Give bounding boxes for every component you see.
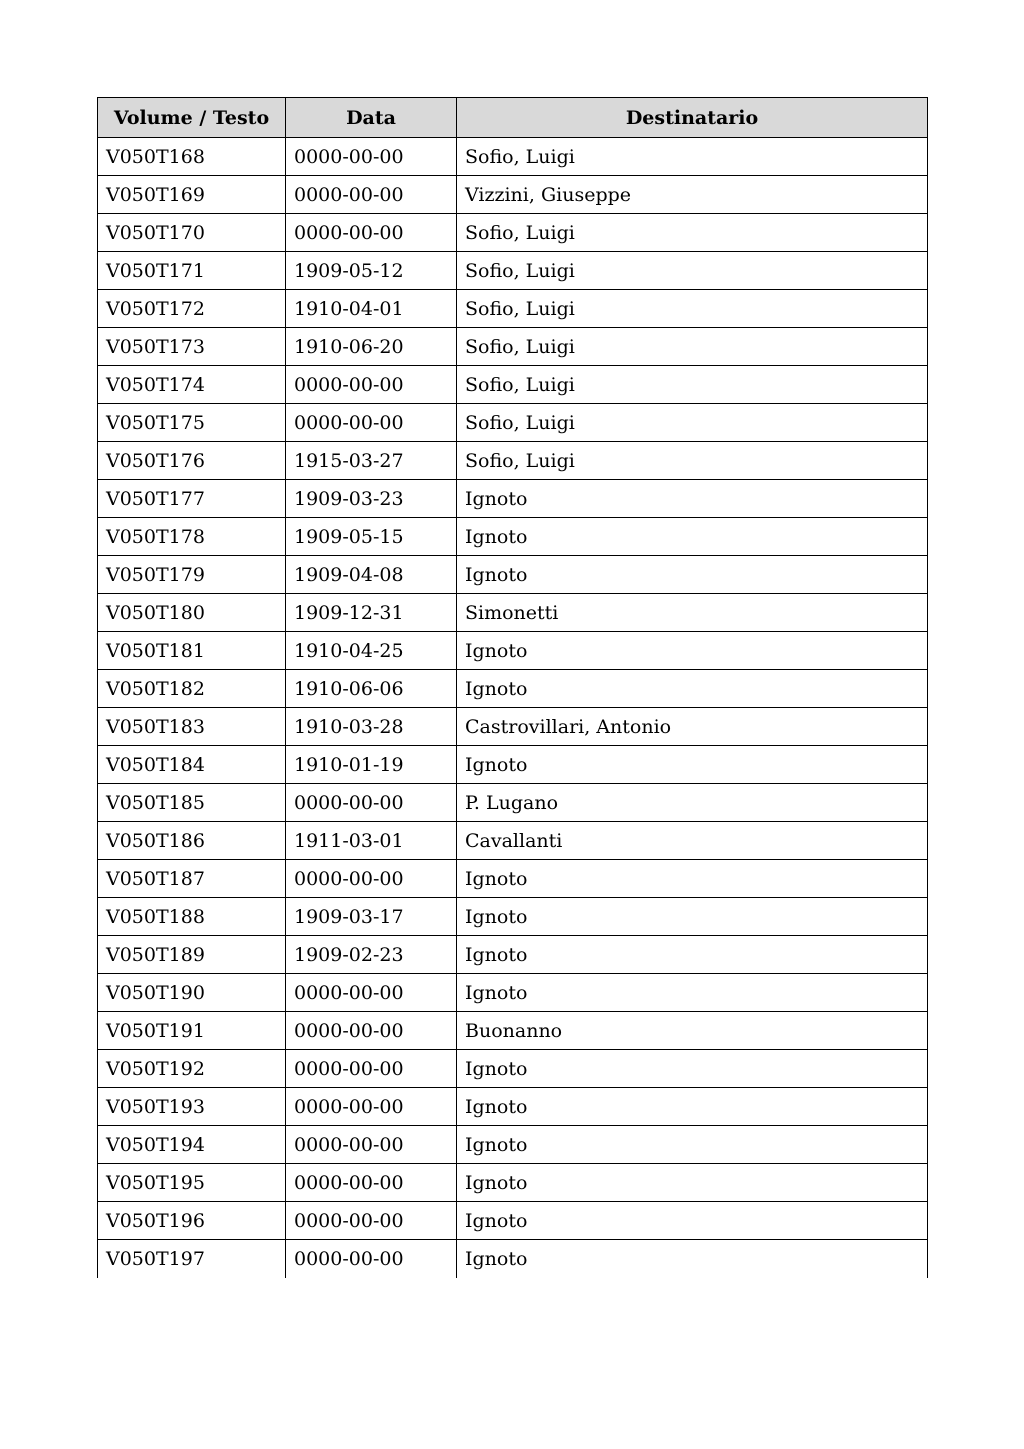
table-row xyxy=(98,784,928,822)
cell-volume-testo: V050T191 xyxy=(98,1012,286,1050)
cell-destinatario: Ignoto xyxy=(457,860,928,898)
cell-data: 1911-03-01 xyxy=(286,822,457,860)
cell-destinatario: Sofio, Luigi xyxy=(457,328,928,366)
cell-destinatario: Ignoto xyxy=(457,556,928,594)
letters-register-table xyxy=(97,97,928,1278)
cell-destinatario: Ignoto xyxy=(457,480,928,518)
cell-volume-testo: V050T186 xyxy=(98,822,286,860)
cell-volume-testo: V050T169 xyxy=(98,176,286,214)
cell-destinatario: Ignoto xyxy=(457,1202,928,1240)
cell-volume-testo: V050T195 xyxy=(98,1164,286,1202)
cell-destinatario: Ignoto xyxy=(457,974,928,1012)
cell-data: 1910-01-19 xyxy=(286,746,457,784)
cell-data: 1915-03-27 xyxy=(286,442,457,480)
cell-destinatario: P. Lugano xyxy=(457,784,928,822)
cell-destinatario: Sofio, Luigi xyxy=(457,404,928,442)
cell-volume-testo: V050T185 xyxy=(98,784,286,822)
table-row xyxy=(98,1088,928,1126)
cell-destinatario: Sofio, Luigi xyxy=(457,366,928,404)
cell-volume-testo: V050T190 xyxy=(98,974,286,1012)
cell-volume-testo: V050T183 xyxy=(98,708,286,746)
cell-destinatario: Sofio, Luigi xyxy=(457,214,928,252)
cell-destinatario: Ignoto xyxy=(457,518,928,556)
table-row xyxy=(98,556,928,594)
cell-volume-testo: V050T178 xyxy=(98,518,286,556)
table-row xyxy=(98,632,928,670)
table-header xyxy=(98,98,928,138)
cell-data: 0000-00-00 xyxy=(286,1088,457,1126)
cell-destinatario: Ignoto xyxy=(457,670,928,708)
cell-data: 0000-00-00 xyxy=(286,1126,457,1164)
cell-destinatario: Simonetti xyxy=(457,594,928,632)
cell-data: 0000-00-00 xyxy=(286,1164,457,1202)
cell-destinatario: Ignoto xyxy=(457,936,928,974)
cell-data: 0000-00-00 xyxy=(286,176,457,214)
cell-volume-testo: V050T192 xyxy=(98,1050,286,1088)
cell-volume-testo: V050T194 xyxy=(98,1126,286,1164)
cell-data: 0000-00-00 xyxy=(286,366,457,404)
cell-destinatario: Ignoto xyxy=(457,1240,928,1278)
cell-data: 0000-00-00 xyxy=(286,784,457,822)
cell-volume-testo: V050T193 xyxy=(98,1088,286,1126)
cell-destinatario: Ignoto xyxy=(457,898,928,936)
table-row xyxy=(98,442,928,480)
cell-volume-testo: V050T176 xyxy=(98,442,286,480)
cell-volume-testo: V050T188 xyxy=(98,898,286,936)
cell-data: 0000-00-00 xyxy=(286,138,457,176)
header-row xyxy=(98,98,928,138)
table-row xyxy=(98,404,928,442)
cell-destinatario: Sofio, Luigi xyxy=(457,138,928,176)
cell-data: 1909-02-23 xyxy=(286,936,457,974)
table-row xyxy=(98,138,928,176)
cell-destinatario: Sofio, Luigi xyxy=(457,290,928,328)
cell-destinatario: Ignoto xyxy=(457,1164,928,1202)
cell-data: 1909-03-17 xyxy=(286,898,457,936)
cell-volume-testo: V050T177 xyxy=(98,480,286,518)
table-row xyxy=(98,176,928,214)
cell-volume-testo: V050T180 xyxy=(98,594,286,632)
cell-data: 1909-05-12 xyxy=(286,252,457,290)
cell-data: 0000-00-00 xyxy=(286,214,457,252)
cell-data: 0000-00-00 xyxy=(286,1012,457,1050)
table-row xyxy=(98,898,928,936)
cell-destinatario: Buonanno xyxy=(457,1012,928,1050)
column-header-data: Data xyxy=(286,98,457,138)
cell-destinatario: Ignoto xyxy=(457,1126,928,1164)
table-row xyxy=(98,1240,928,1278)
cell-destinatario: Ignoto xyxy=(457,746,928,784)
table-row xyxy=(98,1012,928,1050)
cell-data: 1910-06-06 xyxy=(286,670,457,708)
column-header-volume-testo: Volume / Testo xyxy=(98,98,286,138)
table-row xyxy=(98,974,928,1012)
cell-data: 1909-03-23 xyxy=(286,480,457,518)
table-row xyxy=(98,290,928,328)
table-row xyxy=(98,936,928,974)
cell-data: 0000-00-00 xyxy=(286,1202,457,1240)
cell-volume-testo: V050T179 xyxy=(98,556,286,594)
cell-volume-testo: V050T182 xyxy=(98,670,286,708)
cell-destinatario: Ignoto xyxy=(457,1050,928,1088)
cell-volume-testo: V050T170 xyxy=(98,214,286,252)
table-row xyxy=(98,594,928,632)
cell-data: 1909-12-31 xyxy=(286,594,457,632)
cell-volume-testo: V050T197 xyxy=(98,1240,286,1278)
table-row xyxy=(98,214,928,252)
table-row xyxy=(98,1126,928,1164)
table-row xyxy=(98,1050,928,1088)
cell-destinatario: Sofio, Luigi xyxy=(457,252,928,290)
cell-data: 1910-06-20 xyxy=(286,328,457,366)
cell-data: 0000-00-00 xyxy=(286,974,457,1012)
cell-destinatario: Cavallanti xyxy=(457,822,928,860)
cell-volume-testo: V050T174 xyxy=(98,366,286,404)
table-row xyxy=(98,822,928,860)
cell-volume-testo: V050T196 xyxy=(98,1202,286,1240)
cell-destinatario: Ignoto xyxy=(457,1088,928,1126)
cell-volume-testo: V050T173 xyxy=(98,328,286,366)
table-row xyxy=(98,366,928,404)
cell-volume-testo: V050T187 xyxy=(98,860,286,898)
table-row xyxy=(98,1164,928,1202)
cell-data: 1910-03-28 xyxy=(286,708,457,746)
cell-destinatario: Castrovillari, Antonio xyxy=(457,708,928,746)
cell-volume-testo: V050T171 xyxy=(98,252,286,290)
table-body xyxy=(98,138,928,1278)
cell-volume-testo: V050T184 xyxy=(98,746,286,784)
column-header-destinatario: Destinatario xyxy=(457,98,928,138)
cell-volume-testo: V050T181 xyxy=(98,632,286,670)
cell-data: 1909-04-08 xyxy=(286,556,457,594)
cell-data: 1910-04-01 xyxy=(286,290,457,328)
table-row xyxy=(98,252,928,290)
cell-data: 0000-00-00 xyxy=(286,860,457,898)
table-row xyxy=(98,480,928,518)
cell-data: 1909-05-15 xyxy=(286,518,457,556)
table-row xyxy=(98,328,928,366)
cell-volume-testo: V050T172 xyxy=(98,290,286,328)
table-row xyxy=(98,746,928,784)
table-row xyxy=(98,1202,928,1240)
table-row xyxy=(98,670,928,708)
cell-data: 0000-00-00 xyxy=(286,1050,457,1088)
cell-data: 1910-04-25 xyxy=(286,632,457,670)
cell-destinatario: Vizzini, Giuseppe xyxy=(457,176,928,214)
cell-destinatario: Ignoto xyxy=(457,632,928,670)
table-row xyxy=(98,708,928,746)
cell-destinatario: Sofio, Luigi xyxy=(457,442,928,480)
cell-volume-testo: V050T168 xyxy=(98,138,286,176)
cell-data: 0000-00-00 xyxy=(286,1240,457,1278)
cell-volume-testo: V050T175 xyxy=(98,404,286,442)
table-row xyxy=(98,860,928,898)
cell-volume-testo: V050T189 xyxy=(98,936,286,974)
cell-data: 0000-00-00 xyxy=(286,404,457,442)
table-row xyxy=(98,518,928,556)
